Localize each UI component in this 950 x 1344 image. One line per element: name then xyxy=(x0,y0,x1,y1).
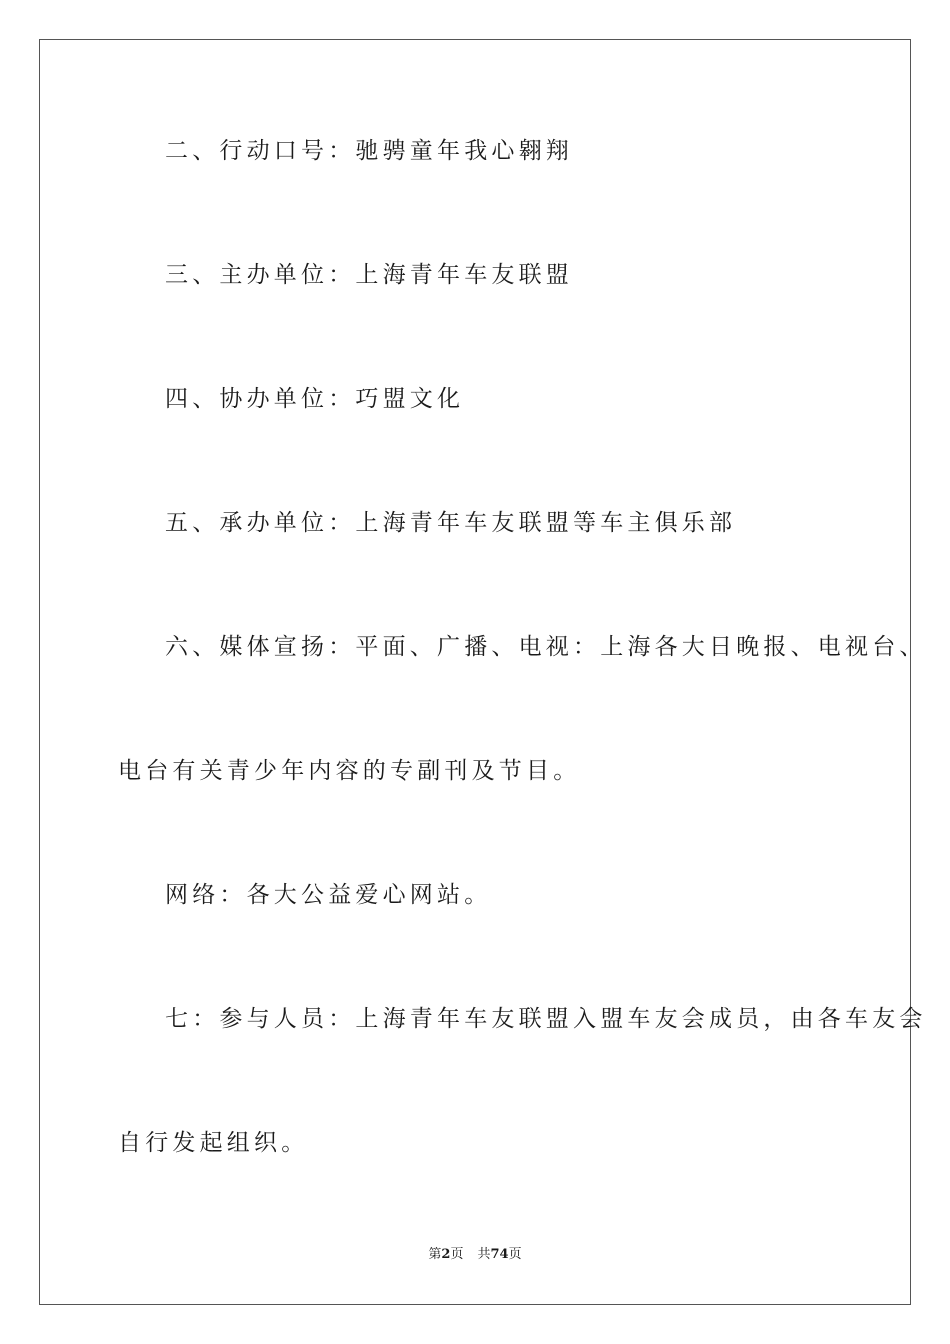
footer-page-number: 2 xyxy=(441,1247,451,1262)
page-footer xyxy=(0,1246,950,1264)
footer-page-suffix: 页 xyxy=(450,1247,464,1262)
page-border xyxy=(39,39,911,1305)
line-organizer: 三、主办单位：上海青年车友联盟 xyxy=(165,262,573,288)
footer-total-pages: 74 xyxy=(490,1247,509,1262)
line-network: 网络：各大公益爱心网站。 xyxy=(165,882,492,908)
footer-page-prefix: 第 xyxy=(428,1247,442,1262)
footer-total-suffix: 页 xyxy=(508,1247,522,1262)
line-undertaker: 五、承办单位：上海青年车友联盟等车主俱乐部 xyxy=(165,510,737,536)
line-participants-continued: 自行发起组织。 xyxy=(118,1130,309,1156)
line-participants: 七：参与人员：上海青年车友联盟入盟车友会成员，由各车友会 xyxy=(165,1006,927,1032)
line-media: 六、媒体宣扬：平面、广播、电视：上海各大日晚报、电视台、 xyxy=(165,634,927,660)
line-media-continued: 电台有关青少年内容的专副刊及节目。 xyxy=(118,758,581,784)
line-slogan: 二、行动口号：驰骋童年我心翱翔 xyxy=(165,138,573,164)
footer-total-prefix: 共 xyxy=(477,1247,491,1262)
line-co-organizer: 四、协办单位：巧盟文化 xyxy=(165,386,465,412)
